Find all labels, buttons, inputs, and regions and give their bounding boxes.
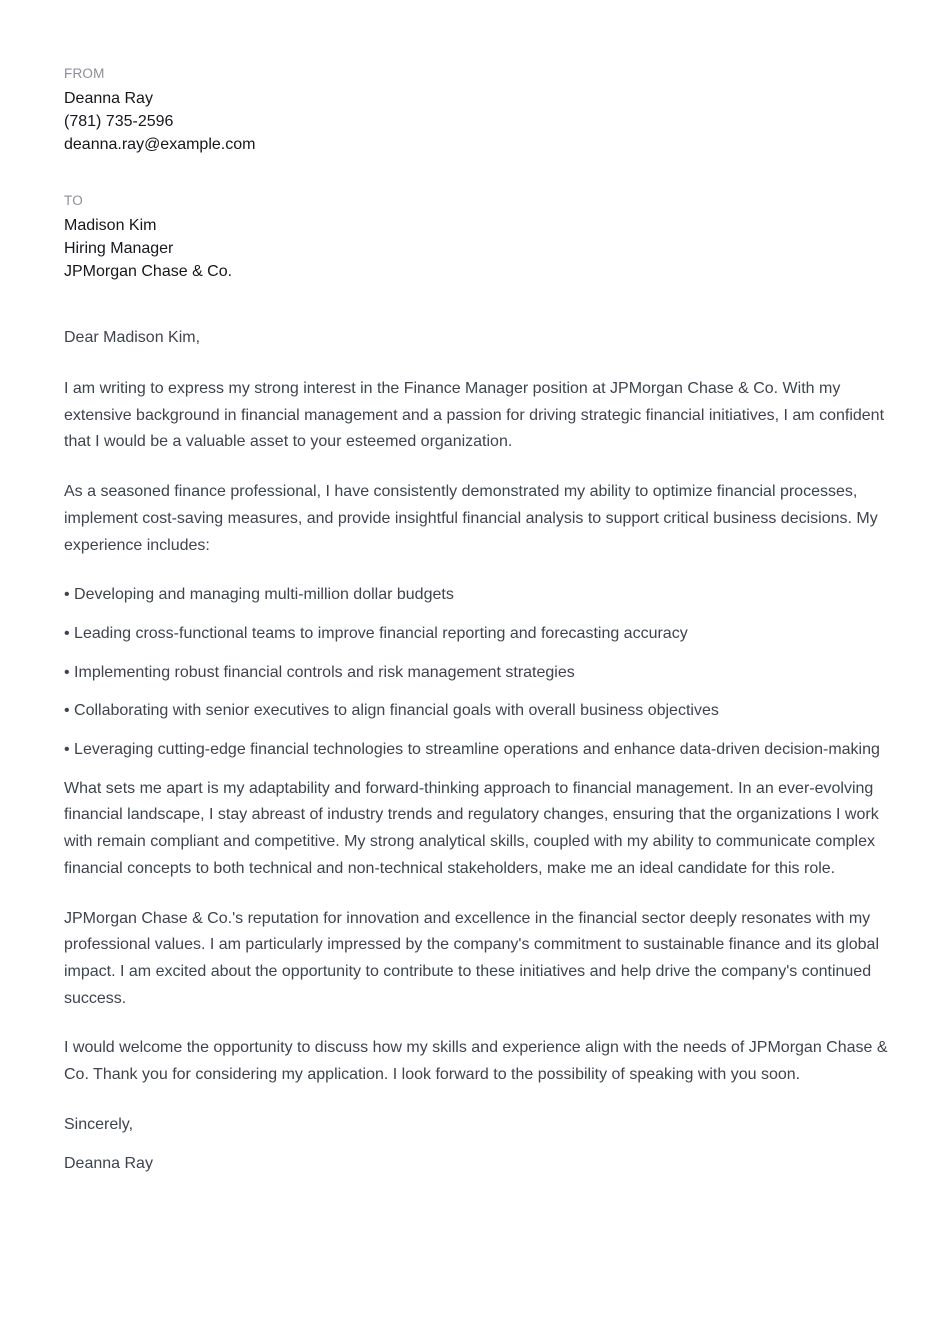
- experience-bullet: • Leading cross-functional teams to improve financial reporting and forecasting accuracy: [64, 624, 688, 642]
- paragraph-differentiators: What sets me apart is my adaptability and forward-thinking approach to financial management. In an ever-evolving financial landscape, I stay abreast of industry trends and regulatory changes, ensuring that the organizations I work with remain compliant and competitive. My strong analytical skills, coupled with my ability to communicate complex financial concepts to both technical and non-technical stakeholders, make me an ideal candidate for this role.: [64, 779, 879, 877]
- experience-bullet: • Leveraging cutting-edge financial technologies to streamline operations and enhance data-driven decision-making: [64, 741, 880, 759]
- from-label: FROM: [64, 66, 105, 81]
- sender-block: [64, 66, 890, 156]
- signature-name: Deanna Ray: [64, 1154, 153, 1172]
- sign-off: Sincerely,: [64, 1115, 134, 1133]
- experience-bullet: • Developing and managing multi-million dollar budgets: [64, 586, 454, 604]
- paragraph-closing: I would welcome the opportunity to discuss how my skills and experience align with the needs of JPMorgan Chase & Co. Thank you for considering my application. I look forward to the possibility of speaking with you soon.: [64, 1039, 888, 1084]
- greeting: Dear Madison Kim,: [64, 329, 201, 346]
- paragraph-experience: As a seasoned finance professional, I have consistently demonstrated my ability to optimize financial processes, implement cost-saving measures, and provide insightful financial analysis to support critical business decisions. My experience includes:: [64, 483, 878, 554]
- letter-body: [64, 325, 890, 1177]
- sender-email: deanna.ray@example.com: [64, 136, 256, 153]
- sender-name: Deanna Ray: [64, 90, 153, 107]
- experience-bullet: • Implementing robust financial controls and risk management strategies: [64, 663, 575, 681]
- to-label: TO: [64, 193, 83, 208]
- paragraph-company-fit: JPMorgan Chase & Co.'s reputation for innovation and excellence in the financial sector deeply resonates with my professional values. I am particularly impressed by the company's commitment to sustainable finance and its global impact. I am excited about the opportunity to contribute to these initiatives and help drive the company's continued success.: [64, 909, 880, 1007]
- recipient-name: Madison Kim: [64, 217, 157, 234]
- sender-phone: (781) 735-2596: [64, 113, 174, 130]
- recipient-block: [64, 193, 890, 283]
- paragraph-intro: I am writing to express my strong interest in the Finance Manager position at JPMorgan Chase & Co. With my extensive background in financial management and a passion for driving strategic financial initiatives, I am confident that I would be a valuable asset to your esteemed organization.: [64, 380, 885, 451]
- recipient-title: Hiring Manager: [64, 240, 174, 257]
- recipient-company: JPMorgan Chase & Co.: [64, 263, 233, 280]
- experience-bullet: • Collaborating with senior executives to align financial goals with overall business objectives: [64, 702, 719, 720]
